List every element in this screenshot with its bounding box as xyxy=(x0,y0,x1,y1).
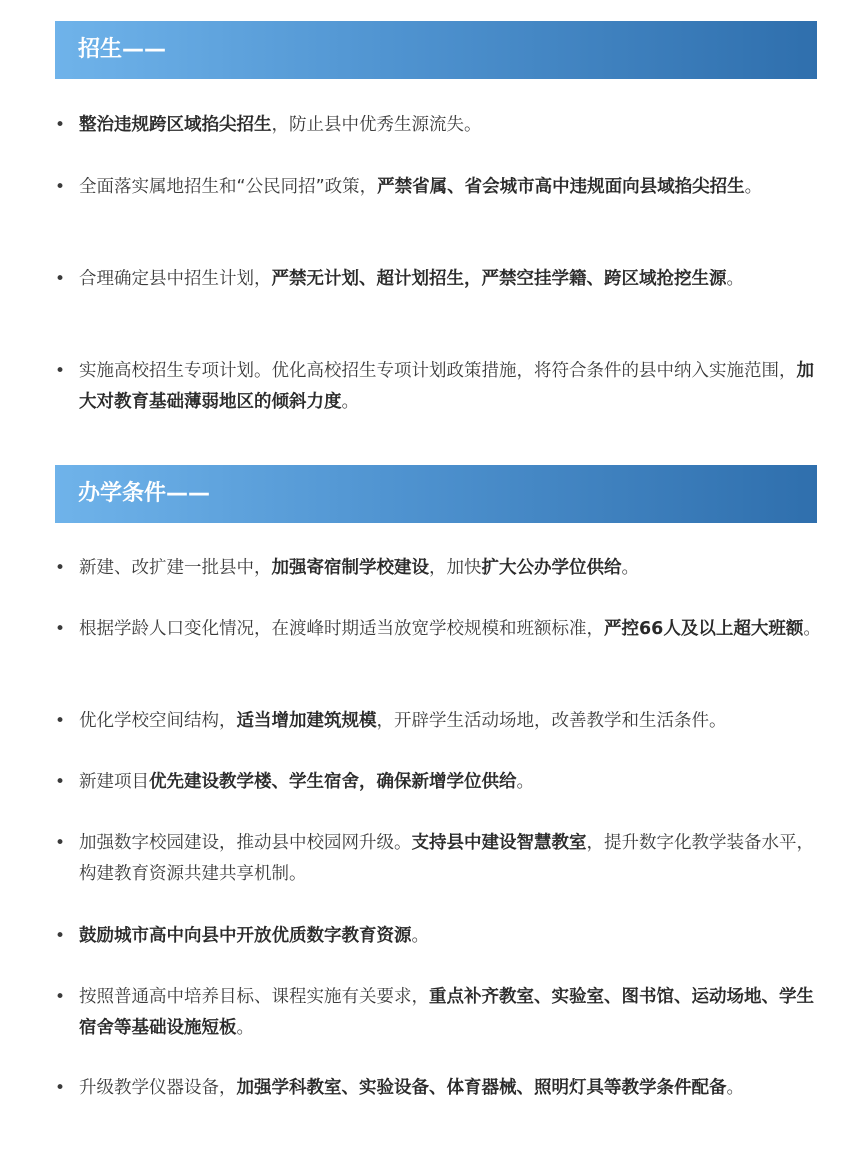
list-item xyxy=(55,614,821,645)
emphasis-text: 重点补齐教室、实验室、图书馆、运动场地、学生宿舍等基础设施短板 xyxy=(79,987,814,1038)
plain-text: 实施高校招生专项计划。优化高校招生专项计划政策措施，将符合条件的县中纳入实施范围， xyxy=(79,361,797,381)
plain-text: 。 xyxy=(236,1018,254,1038)
list-item xyxy=(55,828,821,890)
plain-text: 合理确定县中招生计划， xyxy=(79,269,272,289)
list-item-text xyxy=(79,110,821,141)
bullet-icon: • xyxy=(55,361,66,381)
plain-text: 优化学校空间结构， xyxy=(79,711,237,731)
bullet-icon: • xyxy=(55,987,66,1007)
plain-text: 。 xyxy=(744,177,763,197)
list-item xyxy=(55,172,821,203)
bullet-icon: • xyxy=(55,619,66,639)
plain-text: 新建、改扩建一批县中， xyxy=(79,558,272,578)
emphasis-text: 严禁省属、省会城市高中违规面向县域掐尖招生 xyxy=(377,177,745,197)
list-item-text xyxy=(79,921,821,952)
list-item-text xyxy=(79,706,821,737)
section-title: 办学条件—— xyxy=(78,481,211,506)
list-item xyxy=(55,982,821,1044)
plain-text: 根据学龄人口变化情况，在渡峰时期适当放宽学校规模和班额标准， xyxy=(79,619,604,639)
list-item-text xyxy=(79,828,821,890)
plain-text: ，加快 xyxy=(429,558,482,578)
list-item-text xyxy=(79,172,821,203)
emphasis-text: 严控66人及以上超大班额 xyxy=(604,619,804,639)
bullet-icon: • xyxy=(55,772,66,792)
section-title: 招生—— xyxy=(78,37,167,62)
plain-text: 。 xyxy=(621,558,639,578)
emphasis-text: 加大对教育基础薄弱地区的倾斜力度 xyxy=(79,361,814,412)
list-item-text xyxy=(79,1073,821,1104)
list-item xyxy=(55,110,821,141)
plain-text: 按照普通高中培养目标、课程实施有关要求， xyxy=(79,987,429,1007)
list-item xyxy=(55,767,821,798)
plain-text: 。 xyxy=(726,1078,744,1098)
list-item-text xyxy=(79,264,821,295)
emphasis-text: 支持县中建设智慧教室 xyxy=(411,833,587,853)
bullet-icon: • xyxy=(55,711,66,731)
list-item xyxy=(55,1073,821,1104)
list-item-text xyxy=(79,982,821,1044)
list-item-text xyxy=(79,356,821,418)
plain-text: ，提升数字化教学装备水平，构建教育资源共建共享机制。 xyxy=(79,833,814,884)
plain-text: 新建项目 xyxy=(79,772,149,792)
emphasis-text: 优先建设教学楼、学生宿舍，确保新增学位供给 xyxy=(149,772,517,792)
emphasis-text: 鼓励城市高中向县中开放优质数字教育资源 xyxy=(79,926,412,946)
section-header-enrollment xyxy=(55,21,817,79)
emphasis-text: 加强学科教室、实验设备、体育器械、照明灯具等教学条件配备 xyxy=(236,1078,727,1098)
plain-text: 。 xyxy=(411,926,429,946)
plain-text: 全面落实属地招生和“公民同招”政策， xyxy=(79,177,378,197)
section-header-school-conditions xyxy=(55,465,817,523)
bullet-icon: • xyxy=(55,1078,66,1098)
plain-text: ，开辟学生活动场地，改善教学和生活条件。 xyxy=(376,711,727,731)
list-item-text xyxy=(79,614,821,645)
list-item xyxy=(55,264,821,295)
list-item xyxy=(55,356,821,418)
emphasis-text: 严禁无计划、超计划招生，严禁空挂学籍、跨区域抢挖生源 xyxy=(271,269,727,289)
plain-text: 升级教学仪器设备， xyxy=(79,1078,237,1098)
emphasis-text: 整治违规跨区域掐尖招生 xyxy=(79,115,272,135)
plain-text: 加强数字校园建设，推动县中校园网升级。 xyxy=(79,833,412,853)
list-item-text xyxy=(79,553,821,584)
plain-text: 。 xyxy=(803,619,821,639)
bullet-icon: • xyxy=(55,115,66,135)
bullet-icon: • xyxy=(55,269,66,289)
bullet-icon: • xyxy=(55,833,66,853)
bullet-icon: • xyxy=(55,558,66,578)
bullet-icon: • xyxy=(55,177,66,197)
bullet-icon: • xyxy=(55,926,66,946)
plain-text: 。 xyxy=(516,772,534,792)
emphasis-text: 扩大公办学位供给 xyxy=(481,558,622,578)
plain-text: ，防止县中优秀生源流失。 xyxy=(271,115,482,135)
emphasis-text: 加强寄宿制学校建设 xyxy=(271,558,429,578)
list-item xyxy=(55,921,821,952)
list-item-text xyxy=(79,767,821,798)
plain-text: 。 xyxy=(726,269,744,289)
list-item xyxy=(55,706,821,737)
emphasis-text: 适当增加建筑规模 xyxy=(236,711,377,731)
plain-text: 。 xyxy=(341,392,359,412)
list-item xyxy=(55,553,821,584)
